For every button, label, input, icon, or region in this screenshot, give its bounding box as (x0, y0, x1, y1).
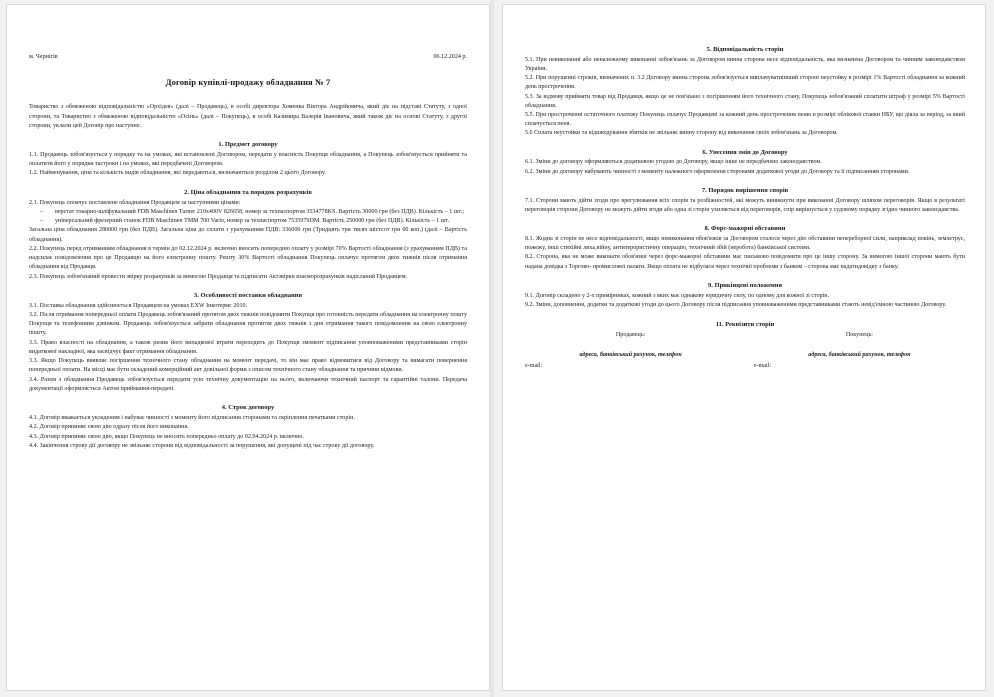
document-intro: Товариство з обмеженою відповідальністю «Орхідея» (далі – Продавець), в особі директора Хоменка Віктора Андрійовича, який діє на підставі Статуту, з одної сторони, та Товариство з обмеженою відповідальністю «Осінь» (далі – Покупець), в особі Казимира Валерія Івановича, який також діє на основі Статуту, з другої сторони, уклали цей Договір про наступне. (29, 104, 467, 129)
clause-4-3: 4.3. Договір припиняє свою дію, якщо Покупець не вносить попередньо оплату до 02.04.2024 р. включно. (29, 433, 304, 440)
clause-6-2: 6.2. Зміни до договору набувають чинності з моменту належного оформлення сторонами додаткової угоди до Договору та її підписанням сторонами. (525, 168, 910, 175)
dash-bullet-icon: – (40, 218, 44, 225)
clause-5-6: 5.6 Сплата неустойки та відшкодування збитків не звільняє винну сторону від виконання своїх зобов'язань за Договором. (525, 130, 838, 137)
seller-column (525, 331, 736, 372)
section-6-heading: 6. Унесення змін до Договору (702, 148, 788, 156)
equipment-item-1-text: верстат токарно-шліфувальний FDB Maschinen Turner 210х400V 826658, номер за техпаспортом 3534778KS. Вартість 30000 грн (без ПДВ). Кількість – 1 шт.; (55, 208, 464, 215)
requisites-block (525, 320, 965, 372)
clause-5-1: 5.1. При невиконанні або неналежному виконанні зобов'язань за Договором винна сторона несе відповідальність, яка визначена Договором та чинним законодавством України. (525, 56, 965, 73)
section-8-heading: 8. Форс-мажорні обставини (704, 225, 786, 233)
clause-2-2: 2.2. Покупець перед отриманням обладнання в термін до 02.12.2024 р. включно вносить попередню оплату у розмірі 70% Вартості обладнання (з урахуванням ПДВ) та надсилає повідомлення про це Продавцю на його електронну пошту. Решту 30% Вартості обладнання Покупець оплачує протягом двох тижнів після отримання обладнання від Продавця. (29, 245, 467, 271)
buyer-column (754, 331, 965, 372)
equipment-list (29, 208, 467, 227)
page-title: Договір купівлі-продажу обладнання № 7 (165, 77, 331, 88)
document-page-2 (502, 4, 986, 691)
clause-1-1: 1.1. Продавець зобов'язується у порядку та на умовах, які встановлені Договором, передати у власність Покупця обладнання, а Покупець зобов'язується прийняти та оплатити його у порядки тастроки і на умовах, які передбачені Договором. (29, 151, 467, 168)
section-4-heading: 4. Строк договору (221, 404, 275, 412)
clause-9-1: 9.1. Договір складено у 2-х примірниках, кожний з яких має однакову юридичну силу, по одному для кожної зі сторін. (525, 292, 830, 299)
page-gutter (490, 0, 494, 697)
section-1-heading: 1. Предмет договору (218, 141, 278, 149)
seller-role-label: Продавець: (615, 331, 646, 338)
buyer-details-placeholder: адреса, банківський рахунок, телефон (808, 352, 911, 359)
section-7-heading: 7. Порядок вирішення спорів (701, 186, 789, 194)
equipment-item-2 (29, 217, 467, 226)
document-page-1 (6, 4, 490, 691)
clause-5-2: 5.2. При порушенні строків, визначених п. 3.2 Договору винна сторона зобов'язується виплачуватиінший стороні неустойку в розмірі 1% Вартості обладнання за кожний день прострочення. (525, 75, 965, 91)
equipment-item-2-text: універсальний фрезерний станок FDB Maschinen ТММ 700 Vario, номер за техпаспортом 7535979DM. Вартість 250000 грн (без ПДВ). Кількість – 1 шт. (55, 218, 450, 225)
seller-email-label: e-mail: (525, 363, 543, 370)
buyer-role-label: Покупець: (845, 331, 873, 338)
signature-columns (525, 331, 965, 372)
clause-3-2: 3.2. Після отримання попередньої оплати Продавець зобов'язаний протягом двох тижнів повідомити Покупця про готовність передати обладнання на електронну пошту Покупця та телефонним дзвінком. Продавець зобов'язується забрати обладнання протягом двох тижнів з дня отримання такого повідомлення на свою електронну пошту. (29, 311, 467, 337)
clause-3-4: 3.4. Разом з обладнання Продавець зобов'язується передати усю технічну документацію на нього, включаючи технічний паспорт та гарантійні талони. Передача документації оформлясться Актом приймання-передачі. (29, 376, 467, 392)
section-9-heading: 9. Прикінцеві положення (708, 281, 782, 289)
clause-8-2: 8.2. Сторона, яка не може виконати обов'язки через форс-мажорні обставини мас письмово повідомити про це іншу сторону. За вимогою іншої сторони мають бути надана довідка з Торгово- промислової палати. Якщо оплата не відбулася через технічні проблеми з банком – сторона має надатидовідку з банку. (525, 254, 965, 270)
section-2-heading: 2. Ціна обладнання та порядок розрахунків (184, 188, 312, 196)
clause-2-3: 2.3. Покупець зобов'язаний провести звірку розрахунків за вимогою Продавця та підписати Актзвірки взаєморозрахунків надісланий Продавцем. (29, 273, 408, 280)
clause-8-1: 8.1. Жодна зі сторін не несе відповідальності, якщо невиконання обов'язків за Договором сталося через дію обставини непереборної сили, наприклад повінь, землетрус, пожежу, інші стихійні лиха,війну, антитерористичну операцію, технічний збій (неробота) банківської системи. (525, 235, 965, 252)
equipment-item-1 (29, 208, 467, 217)
clause-3-1: 3.1. Поставка обладнання здійснюється Продавцем на умовах EXW Інкотермс 2010. (29, 302, 248, 309)
section-11-heading: 11. Реквізити сторін (715, 320, 775, 328)
clause-6-1: 6.1. Зміни до договору оформляються додатковою угодою до Договору, якщо інше не передбачено законодавством. (525, 159, 822, 166)
clause-4-4: 4.4. Закінчення строку дії договору не звільняє сторони від відповідальності за порушення, які допущені під час строку дії договору. (29, 442, 375, 449)
clause-5-5: 5.5. При простроченні остаточного платежу Покупець сплачує Продавцеві за кожний день прострочення пеню в розмірі облікової ставки НБУ, що діяла за період, за який сплачується пеня. (525, 112, 965, 128)
clause-7-1: 7.1. Сторони мають дійти згоди про врегулювання всіх спорів та розбіжностей, які можуть виникнути при виконанні Договору шляхом переговорів. Якщо в результаті переговорів сторони Договору не можуть дійти згоди або одна зі сторін ухиляється від переговорів, спір вирішується у судовому порядку згідно чинного законодавства. (525, 197, 965, 213)
section-3-heading: 3. Особливості поставки обладнання (194, 291, 302, 299)
page-2-content (525, 45, 965, 372)
clause-5-3: 5.3. За відмову приймати товар від Продавця, якщо це не пов'язано з погіршенням його технічного стану, Покупець зобов'язаний сплатити штраф у розмірі 5% Вартості обладнання. (525, 93, 965, 109)
clause-4-1: 4.1. Договір вважається укладеним і набуває чинності з моменту його підписання сторонами та скріплення печатками сторін. (29, 415, 355, 422)
clause-4-2: 4.2. Договір припиняє свою дію одразу після його виконання. (29, 424, 189, 431)
dash-bullet-icon: – (40, 208, 44, 215)
clause-3-3: 3.3. Право власності на обладнання, а також ризик його випадкової втрати переходить до Покупця змомент підписання уповноваженими представниками сторін видаткової накладної, яка засвідчує факт отримання обладнання. (29, 339, 467, 355)
total-price-paragraph: Загальна ціна обладнання 280000 грн (без ПДВ). Загальна ціна до сплати з урахуванням ПДВ: 336000 грн (Тридцять три тисяч шістсот грн 00 коп.) (далі – Вартість обладнання). (29, 227, 467, 243)
document-city: м. Чернігів (29, 54, 58, 60)
clause-9-2: 9.2. Зміни, доповнення, додатки та додаткові угоди до цього Договору після підписання уповноваженими представниками стають невід'ємною частиною Договору. (525, 301, 947, 308)
buyer-email-label: e-mail: (753, 363, 772, 370)
document-date: 06.12.2024 р. (433, 54, 467, 60)
section-5-heading: 5. Відповідальність сторін (706, 46, 784, 53)
clause-2-1: 2.1. Покупець оплачує поставлене обладнання Продавцем за наступними цінами: (29, 199, 241, 206)
page-1-content (29, 53, 467, 451)
seller-details-placeholder: адреса, банківський рахунок, телефон (579, 352, 682, 359)
document-header (29, 53, 467, 62)
clause-1-2: 1.2. Найменування, ціна та кількість видів обладнання, які передаються, визначаються розділом 2 цього Договору. (29, 170, 326, 177)
clause-3-3-duplicate: 3.3. Якщо Покупець виявляє погіршення технічного стану обладнання на момент передачі, то він має право відмовитися від Договору та вимагати повернення попередньої оплати. На місці має бути складений комерційний акт довільної форми з описом технічного стану обладнання та причини відмови. (29, 358, 467, 374)
